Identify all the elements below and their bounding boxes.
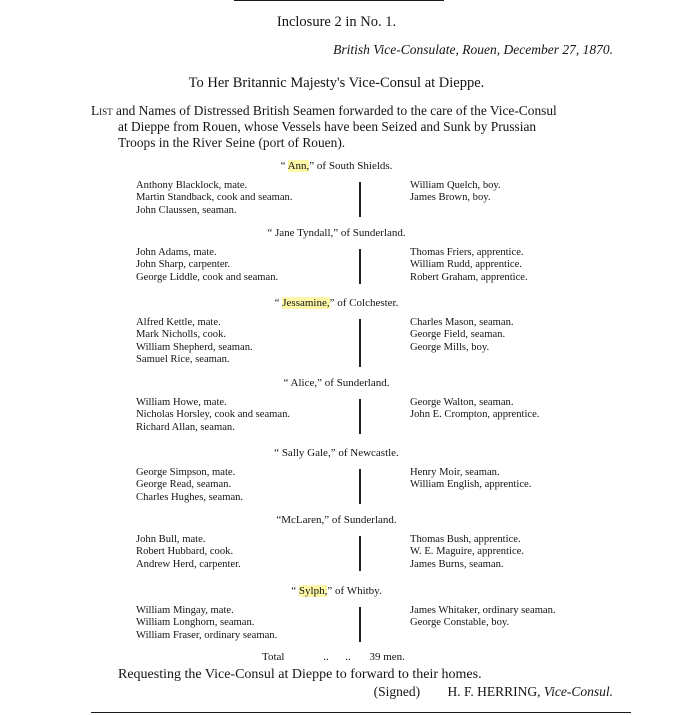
crew-member: Mark Nicholls, cook.	[136, 329, 227, 341]
ship-port: ” of Whitby.	[327, 585, 382, 597]
crew-member: Charles Mason, seaman.	[410, 317, 514, 328]
crew-member: Richard Allan, seaman.	[136, 421, 235, 433]
signature-line	[374, 684, 613, 700]
crew-member: Robert Hubbard, cook.	[136, 546, 234, 558]
intro-lead-word: List	[91, 103, 113, 118]
crew-member: George Liddle, cook and seaman.	[136, 271, 279, 283]
top-rule	[234, 0, 444, 1]
column-divider	[359, 399, 361, 434]
crew-member: Samuel Rice, seaman.	[136, 354, 230, 366]
crew-right-column	[410, 397, 539, 422]
crew-member: William Rudd, apprentice.	[410, 259, 522, 271]
intro-line-1	[91, 103, 557, 119]
signed-label: (Signed)	[373, 684, 421, 699]
crew-member: Alfred Kettle, mate.	[136, 317, 221, 328]
crew-member: Thomas Bush, apprentice.	[410, 534, 521, 545]
crew-member: Andrew Herd, carpenter.	[136, 558, 241, 570]
column-divider	[359, 182, 361, 217]
crew-member: James Burns, seaman.	[410, 558, 504, 570]
crew-member: George Read, seaman.	[136, 479, 232, 491]
crew-left-column	[136, 467, 243, 504]
crew-member: William Longhorn, seaman.	[136, 617, 255, 629]
crew-member: Charles Hughes, seaman.	[136, 491, 244, 503]
crew-member: W. E. Maguire, apprentice.	[410, 546, 525, 558]
crew-left-column	[136, 247, 278, 284]
intro-text-1: and Names of Distressed British Seamen forwarded to the care of the Vice-Consul	[116, 103, 557, 118]
column-divider	[359, 607, 361, 642]
ship-name: Jessamine,	[282, 297, 330, 309]
ship-heading	[0, 297, 673, 309]
ship-open-quote: “	[274, 447, 282, 459]
ship-name: Sally Gale,	[281, 447, 331, 459]
addressee-line: To Her Britannic Majesty's Vice-Consul at Dieppe.	[188, 75, 485, 91]
ship-port: ” of Newcastle.	[330, 447, 399, 459]
crew-member: James Whitaker, ordinary seaman.	[410, 605, 556, 616]
ship-heading	[0, 227, 673, 239]
crew-member: William Howe, mate.	[136, 397, 227, 408]
total-line	[262, 651, 405, 663]
ship-open-quote: “	[276, 514, 282, 526]
crew-member: James Brown, boy.	[410, 192, 491, 204]
column-divider	[359, 536, 361, 571]
ship-port: ” of South Shields.	[309, 160, 393, 172]
crew-right-column	[410, 317, 514, 354]
crew-member: William English, apprentice.	[410, 479, 532, 491]
ship-heading	[0, 377, 673, 389]
ship-port: ” of Colchester.	[329, 297, 399, 309]
total-label: Total	[262, 651, 285, 663]
crew-member: Robert Graham, apprentice.	[410, 271, 528, 283]
crew-member: Thomas Friers, apprentice.	[410, 247, 524, 258]
crew-member: John E. Crompton, apprentice.	[410, 409, 540, 421]
ship-heading	[0, 447, 673, 459]
intro-line-3: Troops in the River Seine (port of Rouen).	[118, 135, 346, 150]
crew-member: George Field, seaman.	[410, 329, 506, 341]
crew-member: John Sharp, carpenter.	[136, 259, 231, 271]
ship-port: ” of Sunderland.	[324, 514, 397, 526]
ship-port: ” of Sunderland.	[333, 227, 406, 239]
ship-heading	[0, 585, 673, 597]
crew-member: John Adams, mate.	[136, 247, 217, 258]
crew-right-column	[410, 605, 556, 630]
crew-member: George Mills, boy.	[410, 341, 490, 353]
ship-name: Ann,	[287, 160, 310, 172]
ship-name: McLaren,	[281, 514, 325, 526]
place-date-line: British Vice-Consulate, Rouen, December 27, 1870.	[333, 42, 613, 57]
ship-port: ” of Sunderland.	[317, 377, 390, 389]
ship-open-quote: “	[274, 297, 283, 309]
crew-left-column	[136, 317, 253, 367]
ship-name: Alice,	[290, 377, 318, 389]
signatory-name: H. F. HERRING,	[447, 684, 541, 699]
signatory-title: Vice-Consul.	[543, 684, 613, 699]
ship-heading	[0, 160, 673, 172]
crew-member: William Shepherd, seaman.	[136, 341, 253, 353]
crew-right-column	[410, 467, 531, 492]
crew-right-column	[410, 247, 528, 284]
crew-member: William Fraser, ordinary seaman.	[136, 629, 278, 641]
crew-left-column	[136, 534, 241, 571]
crew-left-column	[136, 397, 290, 434]
crew-member: Henry Moir, seaman.	[410, 467, 500, 478]
ship-name: Jane Tyndall,	[274, 227, 334, 239]
ship-name: Sylph,	[298, 585, 328, 597]
column-divider	[359, 319, 361, 367]
crew-member: Anthony Blacklock, mate.	[136, 180, 248, 191]
crew-right-column	[410, 180, 501, 205]
column-divider	[359, 469, 361, 504]
crew-member: George Constable, boy.	[410, 617, 510, 629]
ship-heading	[0, 514, 673, 526]
crew-member: William Quelch, boy.	[410, 180, 501, 191]
crew-left-column	[136, 605, 277, 642]
ship-open-quote: “	[291, 585, 299, 597]
total-dots: .. ..	[323, 651, 351, 663]
crew-right-column	[410, 534, 524, 571]
crew-member: Martin Standback, cook and seaman.	[136, 192, 293, 204]
ship-open-quote: “	[267, 227, 275, 239]
column-divider	[359, 249, 361, 284]
ship-open-quote: “	[280, 160, 288, 172]
inclosure-heading: Inclosure 2 in No. 1.	[276, 14, 397, 30]
crew-member: George Walton, seaman.	[410, 397, 514, 408]
crew-left-column	[136, 180, 293, 217]
crew-member: George Simpson, mate.	[136, 467, 236, 478]
total-value: 39 men.	[369, 651, 405, 663]
intro-line-2: at Dieppe from Rouen, whose Vessels have been Seized and Sunk by Prussian	[118, 119, 537, 134]
crew-member: Nicholas Horsley, cook and seaman.	[136, 409, 291, 421]
crew-member: John Bull, mate.	[136, 534, 206, 545]
ship-open-quote: “	[283, 377, 291, 389]
closing-request: Requesting the Vice-Consul at Dieppe to forward to their homes.	[118, 667, 482, 682]
bottom-rule	[91, 712, 631, 713]
crew-member: William Mingay, mate.	[136, 605, 234, 616]
crew-member: John Claussen, seaman.	[136, 204, 237, 216]
